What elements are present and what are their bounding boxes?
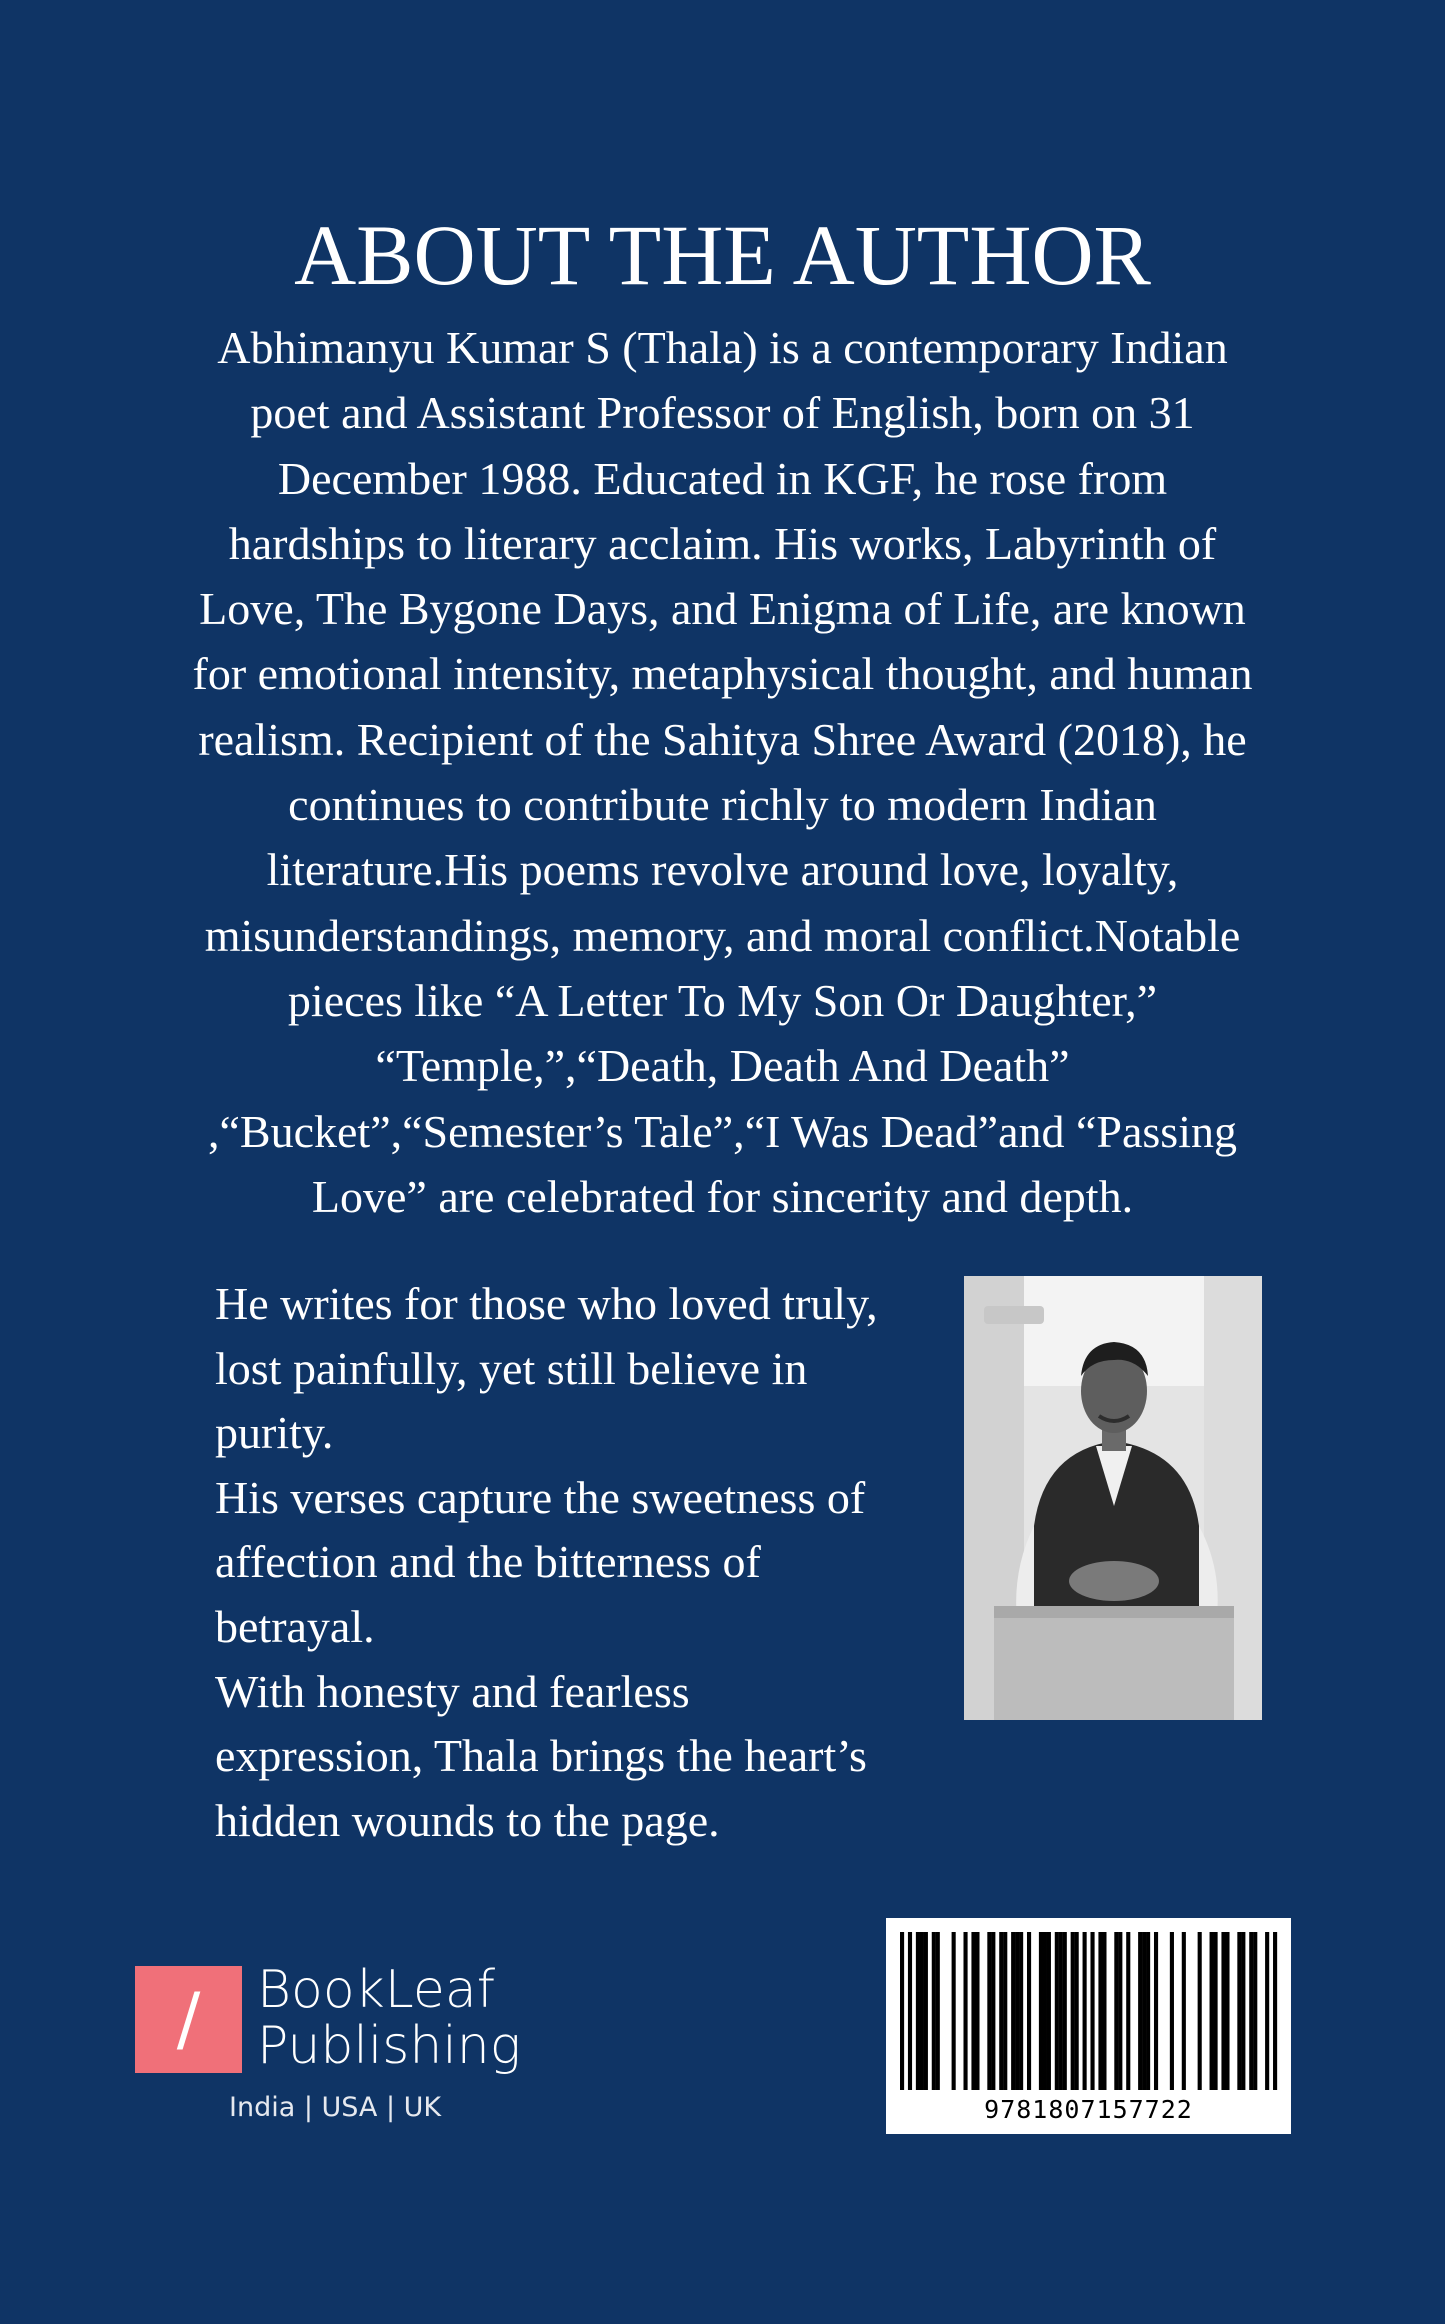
barcode-bar — [1182, 1932, 1186, 2090]
barcode-bar — [1083, 1932, 1087, 2090]
barcode-bar — [1241, 1932, 1245, 2090]
publisher-slash-icon: / — [176, 1978, 201, 2060]
barcode-bar — [908, 1932, 912, 2090]
author-photo-illustration — [964, 1276, 1262, 1720]
barcode-bar — [1019, 1932, 1023, 2090]
barcode-bar — [1027, 1932, 1031, 2090]
barcode-bar — [1225, 1932, 1229, 2090]
publisher-logo — [135, 1962, 555, 2132]
barcode-bar — [1210, 1932, 1214, 2090]
closing-line: He writes for those who loved truly, — [215, 1278, 878, 1329]
barcode-bar — [1090, 1932, 1094, 2090]
barcode-bar — [1011, 1932, 1015, 2090]
barcode-bar — [1237, 1932, 1241, 2090]
author-photo — [964, 1276, 1262, 1720]
bio-line: pieces like “A Letter To My Son Or Daughter,” — [287, 974, 1158, 1026]
publisher-name-line2: Publishing — [257, 2016, 521, 2076]
closing-line: purity. — [215, 1407, 334, 1459]
publisher-regions: India | USA | UK — [229, 2092, 442, 2123]
barcode-bar — [991, 1932, 995, 2090]
barcode-bar — [1039, 1932, 1043, 2090]
publisher-name-line1: BookLeaf — [257, 1960, 496, 2020]
barcode-bar — [1118, 1932, 1122, 2090]
page-title: ABOUT THE AUTHOR — [294, 207, 1151, 303]
bio-line: December 1988. Educated in KGF, he rose from — [277, 452, 1168, 504]
barcode-bar — [1015, 1932, 1019, 2090]
barcode-bar — [1138, 1932, 1142, 2090]
barcode-bar — [1059, 1932, 1063, 2090]
barcode-bar — [1071, 1932, 1075, 2090]
barcode-bar — [1003, 1932, 1007, 2090]
closing-line: lost painfully, yet still believe in — [215, 1342, 808, 1394]
barcode-bars — [886, 1918, 1291, 2098]
barcode-bar — [971, 1932, 975, 2090]
closing-line: affection and the bitterness of — [215, 1536, 761, 1588]
bio-line: Abhimanyu Kumar S (Thala) is a contemporary Indian — [217, 322, 1228, 373]
barcode-bar — [1265, 1932, 1269, 2090]
barcode-bar — [999, 1932, 1003, 2090]
barcode-bar — [924, 1932, 928, 2090]
barcode-bar — [1055, 1932, 1059, 2090]
bio-line: misunderstandings, memory, and moral conflict.Notable — [204, 909, 1241, 961]
isbn-barcode — [886, 1918, 1291, 2134]
barcode-bar — [1098, 1932, 1102, 2090]
barcode-bar — [1102, 1932, 1106, 2090]
bio-line: poet and Assistant Professor of English, born on 31 — [250, 387, 1195, 439]
publisher-name — [257, 1962, 557, 2074]
barcode-bar — [1047, 1932, 1051, 2090]
closing-line: With honesty and fearless — [215, 1665, 690, 1717]
bio-line: “Temple,”,“Death, Death And Death” — [375, 1040, 1070, 1092]
barcode-bar — [1063, 1932, 1067, 2090]
barcode-bar — [920, 1932, 924, 2090]
bio-line: Love” are celebrated for sincerity and depth. — [311, 1170, 1134, 1222]
barcode-bar — [952, 1932, 956, 2090]
barcode-bar — [1154, 1932, 1158, 2090]
barcode-bar — [1126, 1932, 1130, 2090]
closing-paragraphs — [215, 1272, 955, 1853]
barcode-bar — [916, 1932, 920, 2090]
barcode-bar — [1114, 1932, 1118, 2090]
barcode-bar — [963, 1932, 967, 2090]
bio-line: continues to contribute richly to modern Indian — [288, 779, 1157, 831]
closing-line: hidden wounds to the page. — [215, 1794, 720, 1846]
barcode-bar — [975, 1932, 979, 2090]
bio-line: Love, The Bygone Days, and Enigma of Life, are known — [199, 583, 1246, 635]
barcode-bar — [1170, 1932, 1174, 2090]
barcode-bar — [1198, 1932, 1202, 2090]
barcode-bar — [900, 1932, 904, 2090]
barcode-bar — [936, 1932, 940, 2090]
isbn-number: 9781807157722 — [984, 2095, 1193, 2124]
bio-line: literature.His poems revolve around love, loyalty, — [266, 844, 1179, 896]
publisher-logo-mark — [135, 1966, 242, 2073]
closing-line: His verses capture the sweetness of — [215, 1471, 866, 1523]
bio-line: ,“Bucket”,“Semester’s Tale”,“I Was Dead”and “Passing — [208, 1105, 1237, 1157]
bio-line: realism. Recipient of the Sahitya Shree Award (2018), he — [198, 713, 1247, 765]
barcode-bar — [1214, 1932, 1218, 2090]
barcode-bar — [1142, 1932, 1146, 2090]
barcode-bar — [1146, 1932, 1150, 2090]
author-bio — [110, 315, 1335, 1229]
barcode-bar — [1075, 1932, 1079, 2090]
barcode-bar — [987, 1932, 991, 2090]
barcode-bar — [1253, 1932, 1257, 2090]
bio-line: hardships to literary acclaim. His works, Labyrinth of — [228, 517, 1217, 569]
barcode-bar — [1043, 1932, 1047, 2090]
barcode-bar — [1221, 1932, 1225, 2090]
bio-line: for emotional intensity, metaphysical thought, and human — [192, 648, 1253, 700]
barcode-bar — [932, 1932, 936, 2090]
closing-line: expression, Thala brings the heart’s — [215, 1730, 867, 1782]
closing-line: betrayal. — [215, 1600, 375, 1652]
barcode-bar — [1273, 1932, 1277, 2090]
barcode-bar — [1249, 1932, 1253, 2090]
